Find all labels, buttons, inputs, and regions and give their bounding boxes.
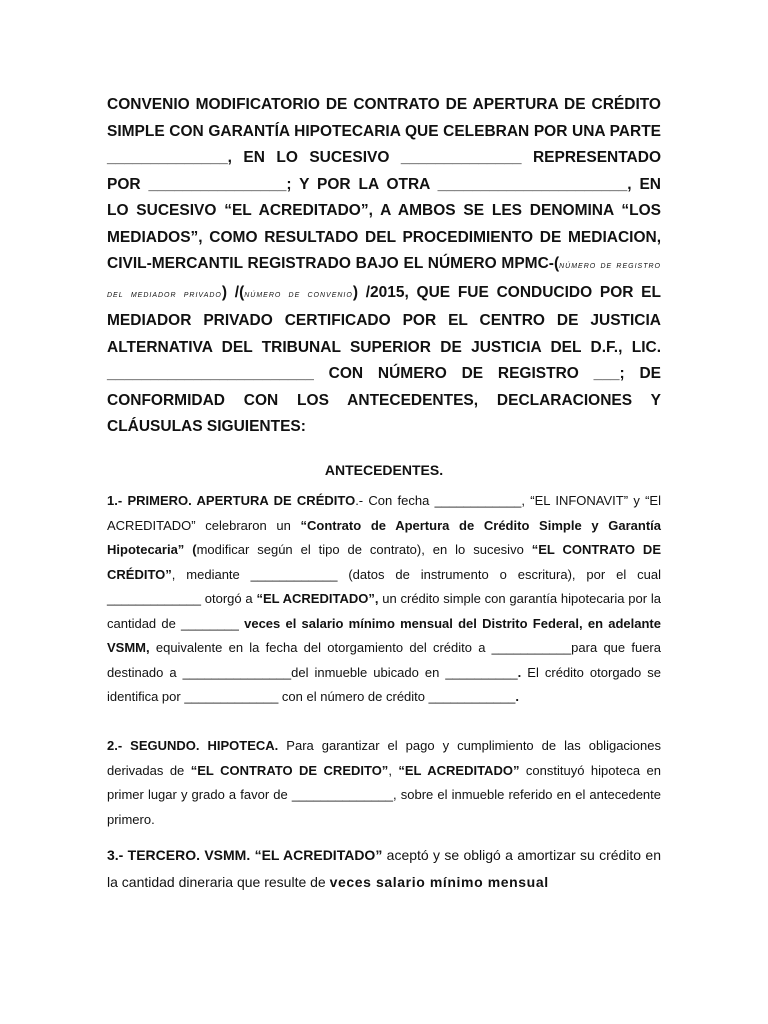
p3-text-1: aceptó y se obligó a amortizar su crédito en la cantidad dineraria que resulte de	[107, 847, 662, 890]
antecedente-tercero-label: 3.- TERCERO. VSMM.	[107, 847, 251, 863]
p1-text-3: , mediante ____________ (datos de instrumento o escritura), por el cual _____________ otorgó a	[107, 566, 661, 606]
p1-bold-5: .	[517, 664, 522, 680]
antecedente-primero	[107, 489, 661, 710]
p2-text-1: Para garantizar el pago y cumplimiento de las obligaciones derivadas de	[107, 738, 661, 778]
p2-text-2: ,	[388, 762, 399, 778]
antecedente-tercero	[107, 842, 661, 896]
p1-text-2: modificar según el tipo de contrato), en lo sucesivo	[196, 542, 532, 557]
title-text-part3: ) /2015, QUE FUE CONDUCIDO POR EL MEDIADOR PRIVADO CERTIFICADO POR EL CENTRO DE JUSTICIA ALTERNATIVA DEL TRIBUNAL SUPERIOR DE JUSTICIA DEL D.F., LIC. ________________________ CON NÚMERO DE REGISTRO ___; DE CONFORMIDAD CON LOS ANTECEDENTES, DECLARACIONES Y CLÁUSULAS SIGUIENTES:	[107, 283, 661, 435]
p3-bold-1: “EL ACREDITADO”	[254, 847, 383, 863]
p1-bold-2: “EL CONTRATO DE CRÉDITO”	[107, 542, 661, 582]
p3-bold-2: veces salario mínimo mensual	[329, 874, 549, 890]
title-placeholder-registro: número de registro del mediador privado	[107, 260, 661, 300]
p1-text-1: .- Con fecha ____________, “EL INFONAVIT” y “El ACREDITADO” celebraron un	[107, 493, 661, 533]
title-placeholder-convenio: número de convenio	[244, 288, 353, 300]
title-text-part1: CONVENIO MODIFICATORIO DE CONTRATO DE APERTURA DE CRÉDITO SIMPLE CON GARANTÍA HIPOTECARIA QUE CELEBRAN POR UNA PARTE ______________, EN LO SUCESIVO ______________ REPRESENTADO POR ________________; Y POR LA OTRA ______________________, EN LO SUCESIVO “EL ACREDITADO”, A AMBOS SE LES DENOMINA “LOS MEDIADOS”, COMO RESULTADO DEL PROCEDIMIENTO DE MEDIACION, CIVIL-MERCANTIL REGISTRADO BAJO EL NÚMERO MPMC-(	[107, 96, 661, 272]
p2-bold-2: “EL ACREDITADO”	[398, 762, 520, 778]
p2-text-3: constituyó hipoteca en primer lugar y grado a favor de ______________, sobre el inmueble referido en el antecedente primero.	[107, 762, 661, 827]
p1-bold-6: .	[515, 689, 520, 704]
p1-text-5: equivalente en la fecha del otorgamiento del crédito a ___________para que fuera destinado a _______________del inmueble ubicado en __________	[107, 640, 661, 680]
p1-bold-3: “EL ACREDITADO”,	[256, 591, 379, 606]
section-heading-antecedentes: ANTECEDENTES.	[324, 462, 444, 478]
title-text-part2: ) /(	[221, 283, 245, 301]
p1-text-4: un crédito simple con garantía hipotecaria por la cantidad de ________	[107, 591, 661, 631]
p2-bold-1: “EL CONTRATO DE CREDITO”	[190, 762, 389, 778]
antecedente-primero-label: 1.- PRIMERO. APERTURA DE CRÉDITO	[107, 493, 356, 508]
antecedente-segundo-label: 2.- SEGUNDO. HIPOTECA.	[107, 738, 279, 753]
antecedente-segundo	[107, 734, 661, 832]
p1-bold-1: “Contrato de Apertura de Crédito Simple y Garantía Hipotecaria” (	[107, 517, 661, 557]
p1-bold-4: veces el salario mínimo mensual del Distrito Federal, en adelante VSMM,	[107, 615, 661, 655]
p1-text-6: El crédito otorgado se identifica por _____________ con el número de crédito ____________	[107, 664, 662, 704]
convenio-title	[107, 92, 661, 441]
